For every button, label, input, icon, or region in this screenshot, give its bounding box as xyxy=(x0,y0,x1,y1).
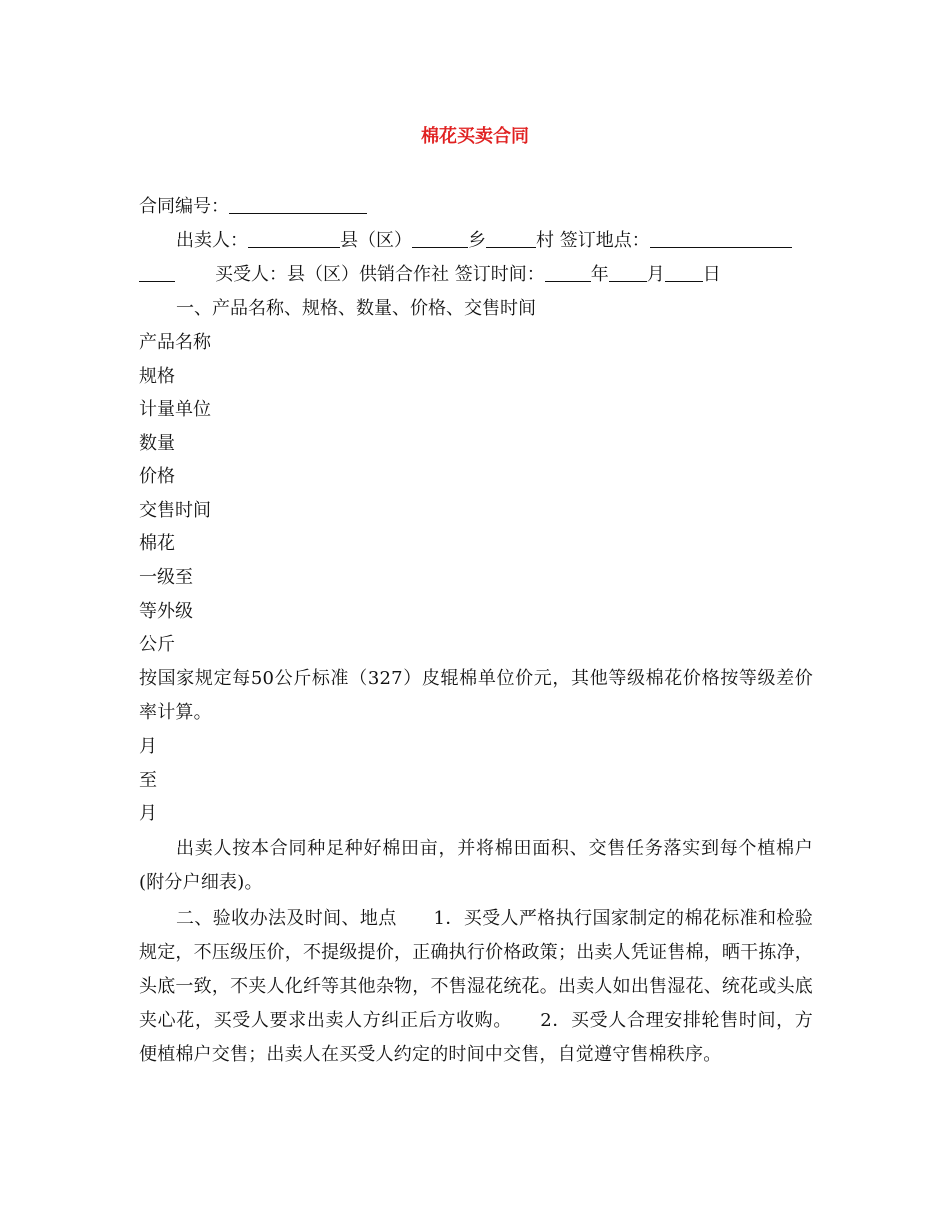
village-label: 村 xyxy=(536,230,554,251)
buyer-line xyxy=(139,258,819,292)
time-line: 至 xyxy=(139,770,157,791)
day-label: 日 xyxy=(702,264,721,285)
contract-number-label: 合同编号： xyxy=(139,196,229,217)
county-blank xyxy=(412,229,468,248)
table-line: 交售时间 xyxy=(139,500,211,521)
signing-place-blank xyxy=(650,229,792,248)
month-label: 月 xyxy=(646,264,665,285)
town-label: 乡 xyxy=(468,230,486,251)
table-line: 棉花 xyxy=(139,533,175,554)
document-title: 棉花买卖合同 xyxy=(421,126,529,147)
contract-number-blank xyxy=(229,195,367,214)
price-paragraph: 按国家规定每50公斤标准（327）皮辊棉单位价元，其他等级棉花价格按等级差价率计算。 xyxy=(139,668,813,723)
table-line: 等外级 xyxy=(139,601,193,622)
table-line: 价格 xyxy=(139,466,175,487)
time-line: 月 xyxy=(139,803,157,824)
time-line: 月 xyxy=(139,736,157,757)
table-line: 公斤 xyxy=(139,634,175,655)
year-blank xyxy=(545,263,591,282)
section-1-heading: 一、产品名称、规格、数量、价格、交售时间 xyxy=(176,298,536,319)
seller-label: 出卖人： xyxy=(176,230,248,251)
year-label: 年 xyxy=(590,264,609,285)
buyer-text: 买受人：县（区）供销合作社 xyxy=(215,264,449,285)
signing-place-label: 签订地点： xyxy=(559,230,650,251)
seller-duty-paragraph: 出卖人按本合同种足种好棉田亩，并将棉田面积、交售任务落实到每个植棉户(附分户细表)。 xyxy=(139,838,813,893)
section-2-paragraph: 二、验收办法及时间、地点 1．买受人严格执行国家制定的棉花标准和检验规定，不压级压价，不提级提价，正确执行价格政策；出卖人凭证售棉，晒干拣净，头底一致，不夹人化纤等其他杂物，不售湿花统花。出卖人如出售湿花、统花或头底夹心花，买受人要求出卖人方纠正后方收购。 2．买受人合理安排轮售时间，方便植棉户交售；出卖人在买受人约定的时间中交售，自觉遵守售棉秩序。 xyxy=(139,908,813,1065)
table-line: 产品名称 xyxy=(139,332,211,353)
table-line: 一级至 xyxy=(139,567,193,588)
month-blank xyxy=(609,263,647,282)
seller-line xyxy=(176,224,856,258)
table-line: 规格 xyxy=(139,366,175,387)
table-line: 数量 xyxy=(139,433,175,454)
seller-blank xyxy=(248,229,340,248)
table-line: 计量单位 xyxy=(139,399,211,420)
signing-time-label: 签订时间： xyxy=(454,264,545,285)
town-blank xyxy=(486,229,536,248)
contract-number-line xyxy=(139,190,819,224)
day-blank xyxy=(665,263,703,282)
signing-place-blank-cont xyxy=(139,263,175,282)
county-label: 县（区） xyxy=(340,230,412,251)
